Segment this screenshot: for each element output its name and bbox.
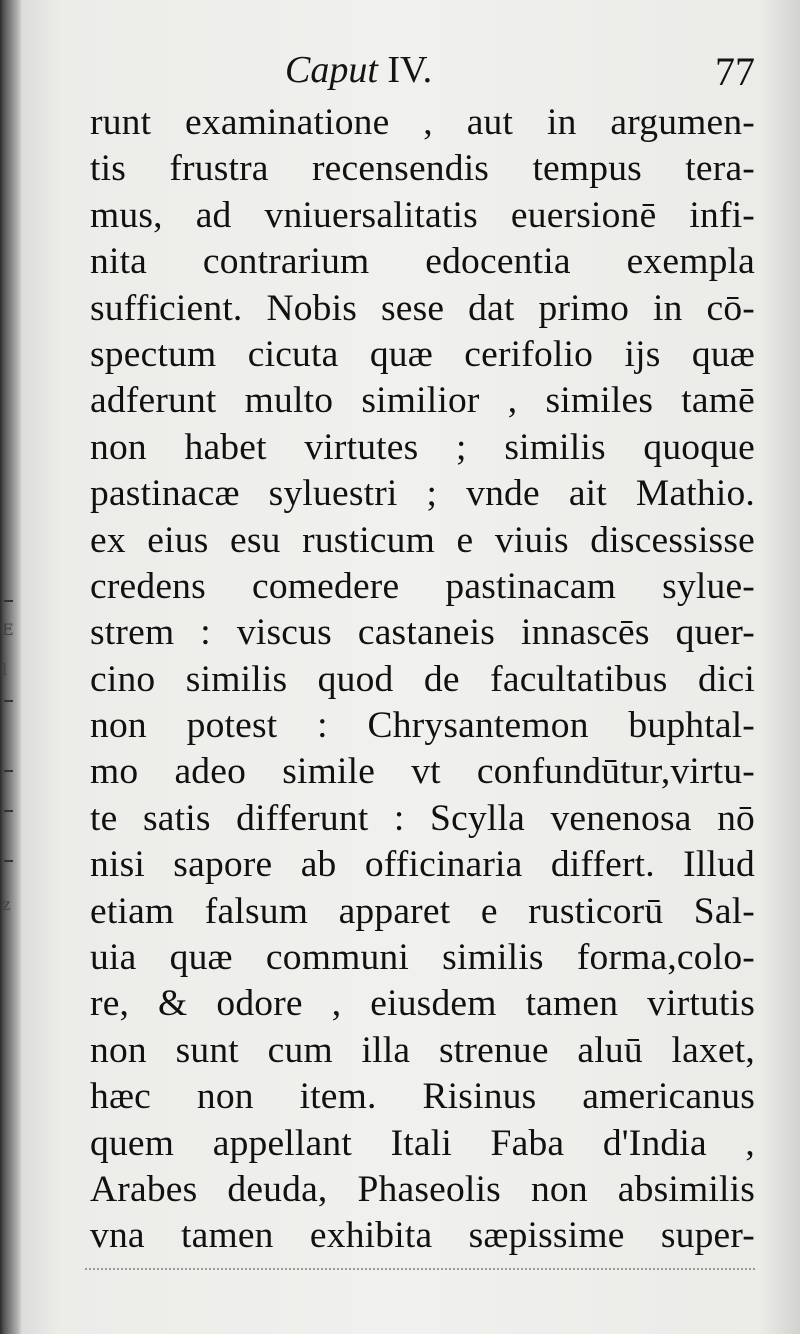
text-line: vna tamen exhibita sæpissime super- [90, 1215, 755, 1257]
page-bottom-edge [85, 1268, 755, 1272]
text-line: tis frustra recensendis tempus tera- [90, 148, 755, 190]
text-line: non habet virtutes ; similis quoque [90, 426, 755, 468]
text-line: sufficient. Nobis sese dat primo in cō- [90, 287, 755, 329]
text-line: pastinacæ syluestri ; vnde ait Mathio. [90, 473, 755, 515]
text-line: te satis differunt : Scylla venenosa nō [90, 797, 755, 839]
body-text [90, 100, 755, 1260]
gutter-mark [4, 700, 13, 702]
text-line: mo adeo simile vt confundūtur,virtu- [90, 751, 755, 793]
gutter-mark [4, 860, 13, 862]
bleed-through-glyph: z [2, 895, 11, 914]
text-line: runt examinatione , aut in argumen- [90, 102, 755, 143]
text-line: etiam falsum apparet e rusticorū Sal- [90, 890, 755, 932]
text-line: strem : viscus castaneis innascēs quer- [90, 612, 755, 654]
text-line: hæc non item. Risinus americanus [90, 1076, 755, 1118]
gutter-mark [4, 600, 13, 602]
text-line: non sunt cum illa strenue aluū laxet, [90, 1029, 755, 1071]
text-line: spectum cicuta quæ cerifolio ijs quæ [90, 333, 755, 375]
chapter-word: Caput [285, 49, 378, 91]
gutter-mark [4, 770, 13, 772]
text-line: credens comedere pastinacam sylue- [90, 565, 755, 607]
text-line: Arabes deuda, Phaseolis non absimilis [90, 1168, 755, 1210]
text-line: non potest : Chrysantemon buphtal- [90, 705, 755, 747]
bleed-through-glyph: l [2, 660, 8, 679]
binding-gutter [0, 0, 22, 1334]
running-header [90, 48, 755, 100]
text-line: re, & odore , eiusdem tamen virtutis [90, 983, 755, 1025]
chapter-numeral: IV. [387, 49, 433, 91]
text-line: cino similis quod de facultatibus dici [90, 658, 755, 700]
bleed-through-glyph: E [2, 620, 14, 639]
text-line: quem appellant Itali Faba d'India , [90, 1122, 755, 1164]
text-line: mus, ad vniuersalitatis euersionē infi- [90, 194, 755, 236]
text-line: uia quæ communi similis forma,colo- [90, 937, 755, 979]
text-line: nisi sapore ab officinaria differt. Illud [90, 844, 755, 886]
text-line: nita contrarium edocentia exempla [90, 241, 755, 283]
gutter-mark [4, 810, 13, 812]
text-line: adferunt multo similior , similes tamē [90, 380, 755, 422]
chapter-heading [285, 48, 432, 92]
text-line: ex eius esu rusticum e viuis discessisse [90, 519, 755, 561]
page-number: 77 [715, 49, 755, 94]
